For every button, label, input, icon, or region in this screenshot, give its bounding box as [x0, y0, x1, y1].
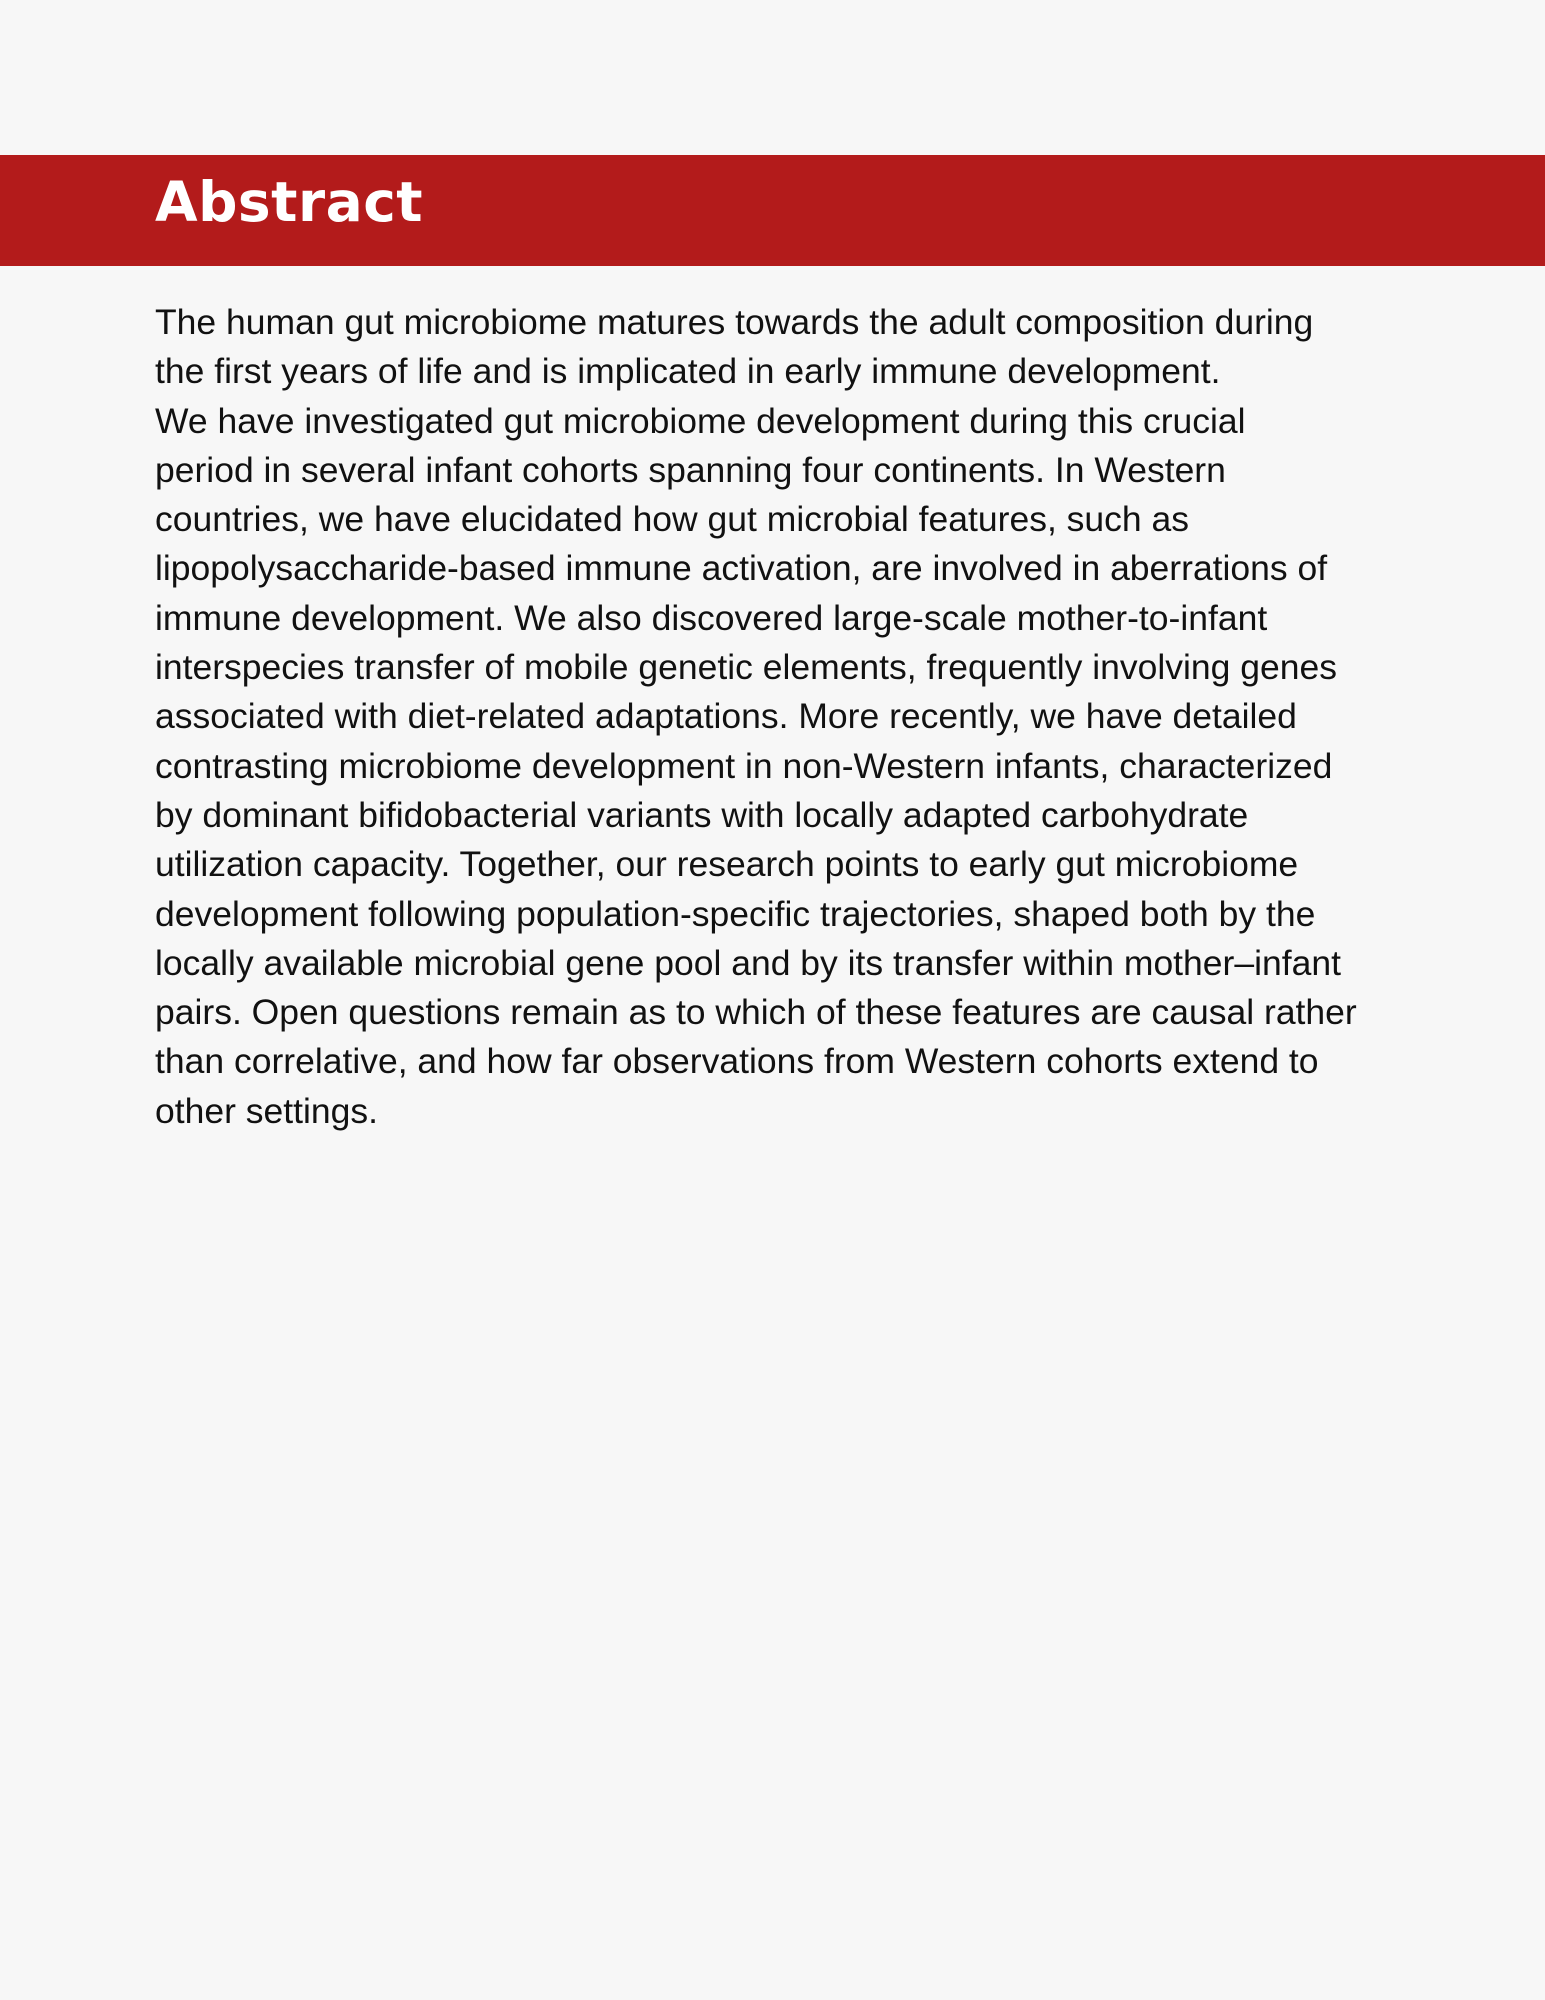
abstract-line: lipopolysaccharide-based immune activation, are involved in aberrations of: [155, 548, 1328, 589]
abstract-line: than correlative, and how far observations from Western cohorts extend to: [155, 1041, 1319, 1082]
abstract-line: contrasting microbiome development in non-Western infants, characterized: [155, 745, 1333, 786]
abstract-line: interspecies transfer of mobile genetic elements, frequently involving genes: [155, 647, 1338, 688]
abstract-heading: Abstract: [155, 170, 424, 234]
abstract-line: utilization capacity. Together, our research points to early gut microbiome: [155, 844, 1299, 885]
abstract-line: the first years of life and is implicated in early immune development.: [155, 351, 1221, 392]
abstract-line: development following population-specific trajectories, shaped both by the: [155, 893, 1316, 934]
abstract-line: countries, we have elucidated how gut microbial features, such as: [155, 499, 1190, 540]
abstract-line: locally available microbial gene pool and by its transfer within mother–infant: [155, 942, 1341, 983]
abstract-line: other settings.: [155, 1090, 378, 1131]
abstract-line: by dominant bifidobacterial variants with locally adapted carbohydrate: [155, 794, 1249, 835]
abstract-line: We have investigated gut microbiome development during this crucial: [155, 400, 1246, 441]
abstract-line: period in several infant cohorts spanning four continents. In Western: [155, 449, 1226, 490]
abstract-line: The human gut microbiome matures towards the adult composition during: [155, 302, 1314, 342]
abstract-line: associated with diet-related adaptations. More recently, we have detailed: [155, 696, 1297, 737]
abstract-line: immune development. We also discovered large-scale mother-to-infant: [155, 597, 1268, 638]
abstract-line: pairs. Open questions remain as to which of these features are causal rather: [155, 992, 1357, 1033]
abstract-body: [155, 298, 1395, 1136]
